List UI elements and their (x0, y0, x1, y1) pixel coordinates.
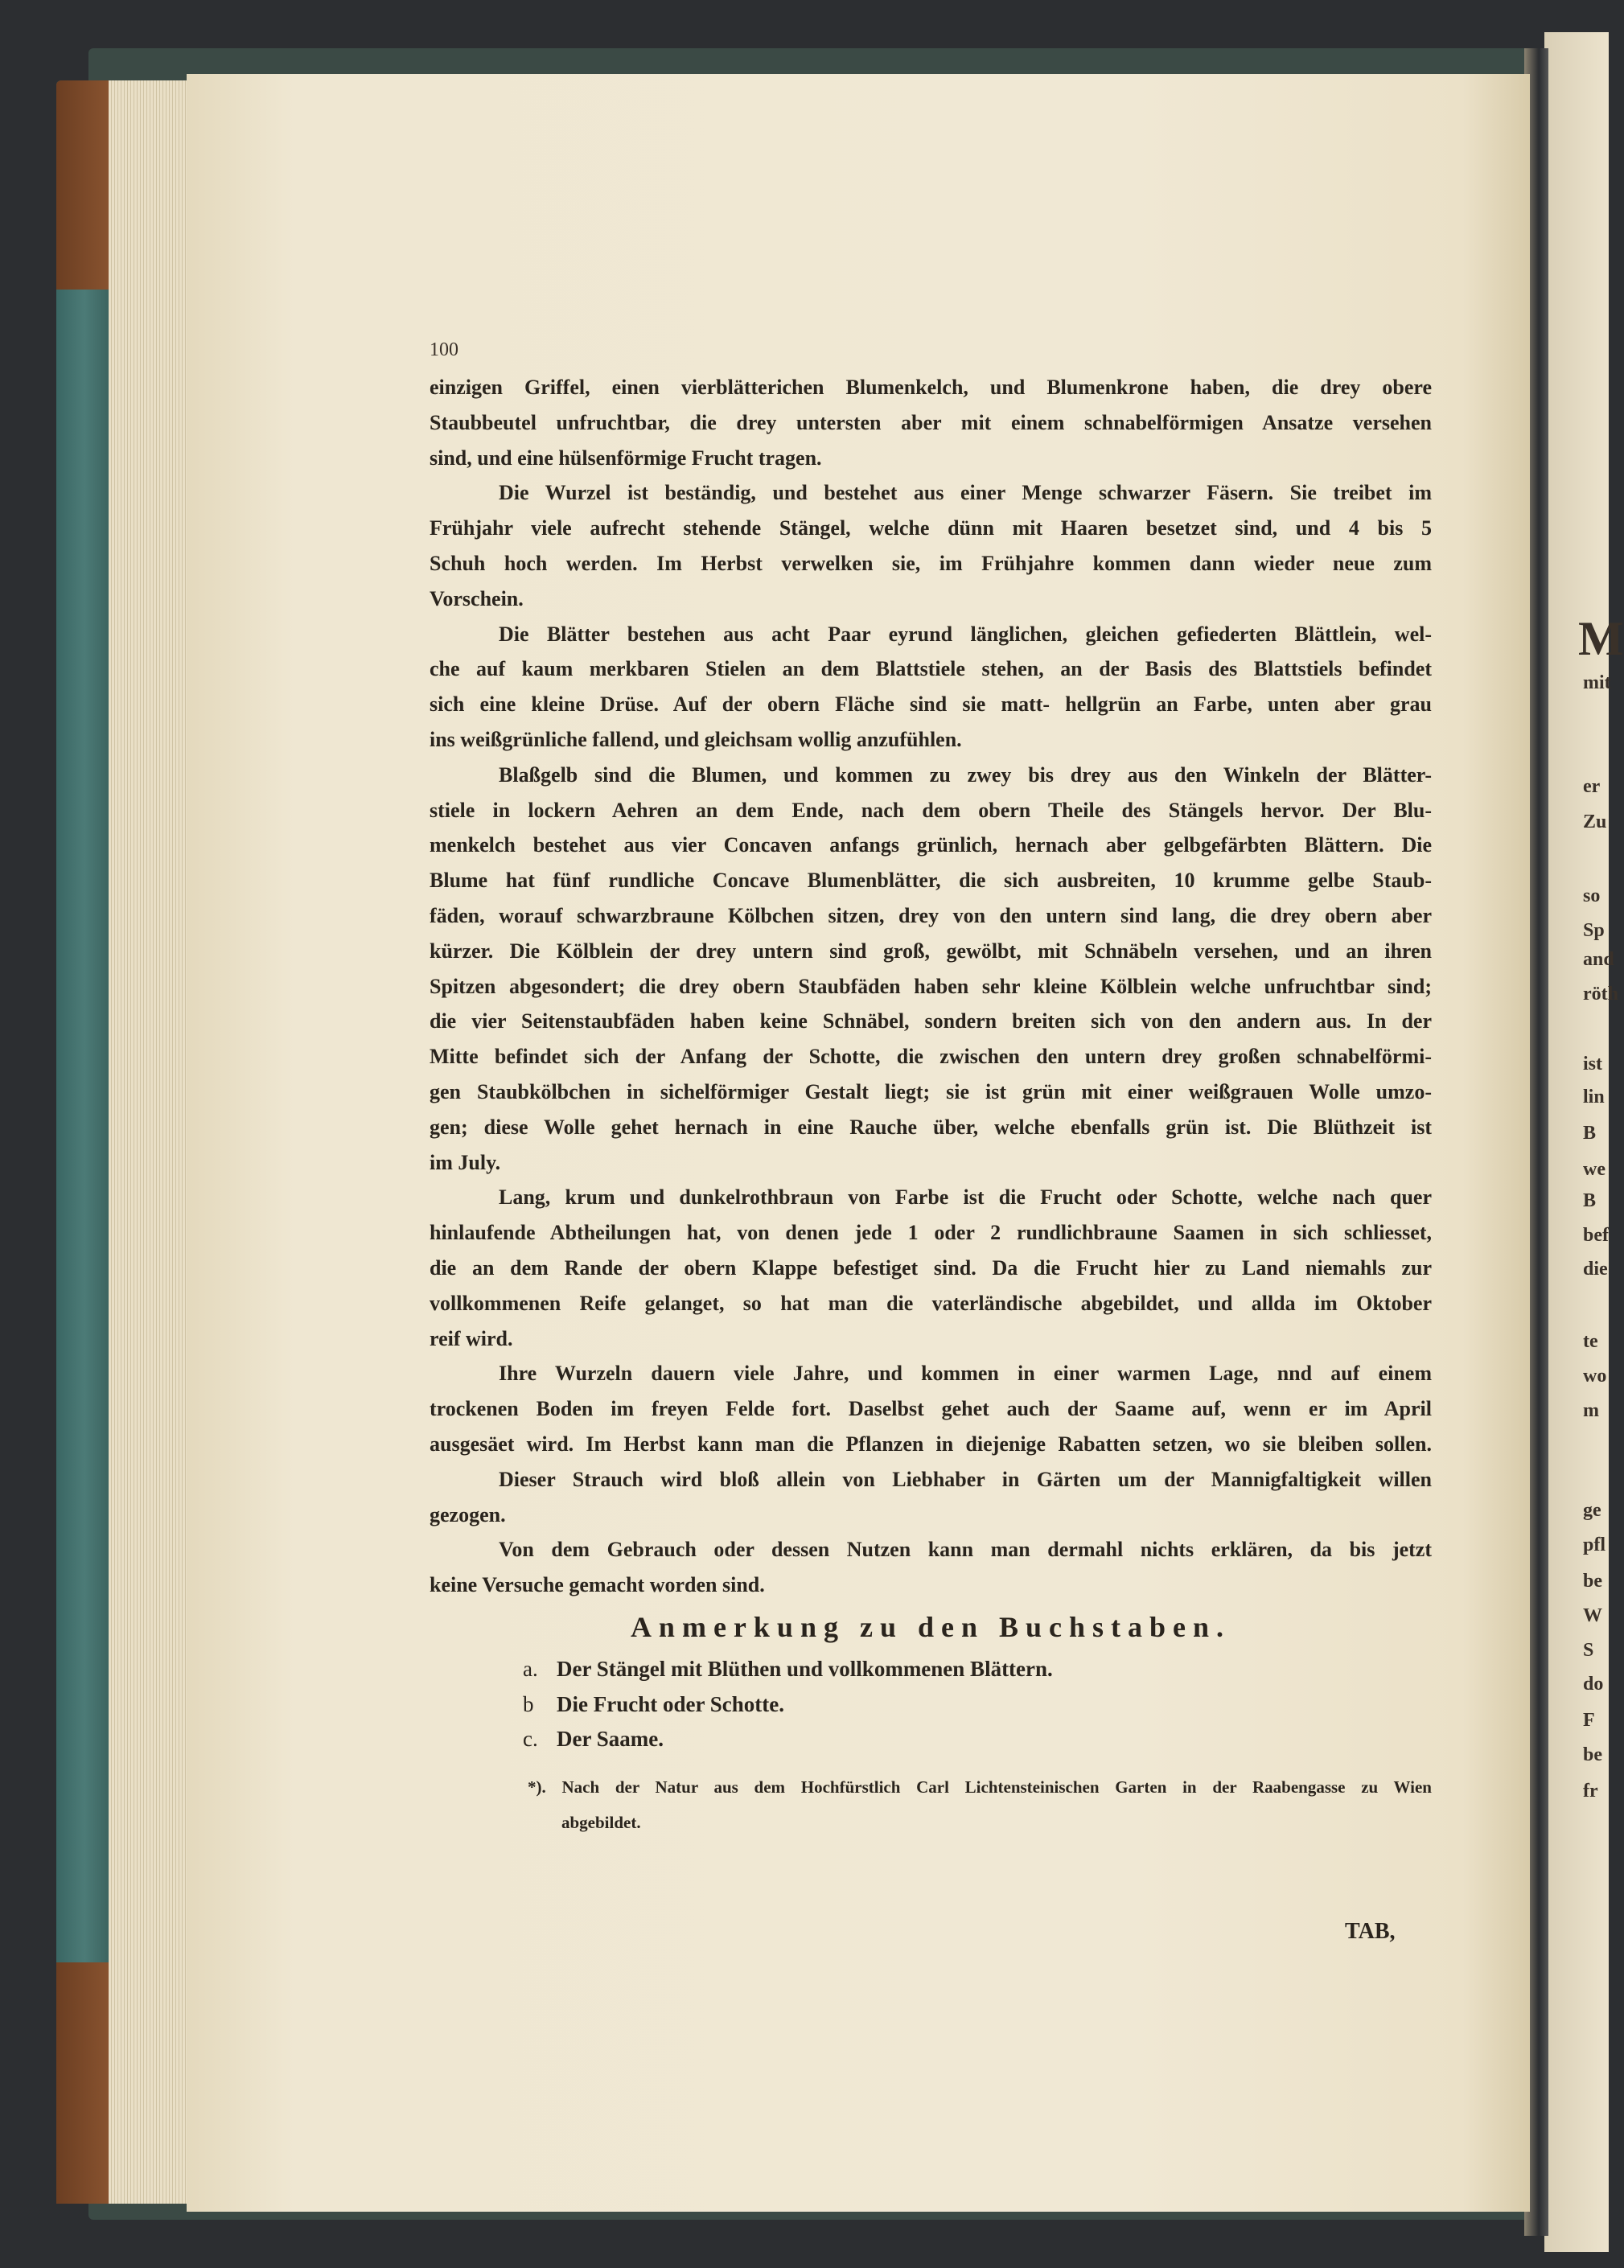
text-line: die an dem Rande der obern Klappe befestiget sind. Da die Frucht hier zu Land niemahls zur (430, 1255, 1432, 1280)
facing-page-text-fragment: be (1583, 1744, 1602, 1765)
facing-page-text-fragment: and (1583, 949, 1614, 970)
facing-page-text-fragment: B (1583, 1123, 1597, 1144)
text-line: gen; diese Wolle gehet hernach in eine Rauche über, welche ebenfalls grün ist. Die Blüthzeit ist (430, 1115, 1432, 1139)
page-number: 100 (430, 339, 458, 360)
text-line: einzigen Griffel, einen vierblätterichen Blumenkelch, und Blumenkrone haben, die drey obere (430, 376, 1432, 399)
text-line: keine Versuche gemacht worden sind. (430, 1573, 765, 1597)
facing-page-text-fragment: so (1583, 885, 1601, 906)
text-line: menkelch bestehet aus vier Concaven anfangs grünlich, hernach aber gelbgefärbten Blättern. Die (430, 833, 1432, 857)
text-line: die vier Seitenstaubfäden haben keine Schnäbel, sondern breiten sich von den andern aus. In der (430, 1009, 1432, 1033)
facing-page-edge (1544, 32, 1609, 2252)
text-line: sind, und eine hülsenförmige Frucht tragen. (430, 446, 822, 470)
facing-page-text-fragment: Sp (1583, 920, 1605, 941)
text-line: stiele in lockern Aehren an dem Ende, nach dem obern Theile des Stängels hervor. Der Blu- (430, 798, 1432, 822)
facing-page-text-fragment: be (1583, 1571, 1602, 1592)
facing-page-text-fragment: ge (1583, 1500, 1601, 1521)
text-line: ins weißgrünliche fallend, und gleichsam wollig anzufühlen. (430, 727, 962, 751)
legend-label: c. (523, 1727, 538, 1751)
facing-page-text-fragment: M (1578, 612, 1624, 665)
legend-label: b (523, 1692, 534, 1716)
legend-item (523, 1657, 1053, 1682)
text-line: Schuh hoch werden. Im Herbst verwelken sie, im Frühjahre kommen dann wieder neue zum (430, 551, 1432, 575)
text-line: fäden, worauf schwarzbraune Kölbchen sitzen, drey von den untern sind lang, die drey obern aber (430, 903, 1432, 927)
body-text (430, 370, 1432, 1603)
facing-page-text-fragment: röth (1583, 984, 1618, 1005)
legend-text: Die Frucht oder Schotte. (557, 1692, 784, 1716)
text-line: Dieser Strauch wird bloß allein von Liebhaber in Gärten um der Mannigfaltigkeit willen (499, 1467, 1432, 1491)
text-line: reif wird. (430, 1326, 513, 1350)
legend-label: a. (523, 1657, 538, 1681)
page-stack-edges (109, 80, 189, 2204)
text-line: Lang, krum und dunkelrothbraun von Farbe ist die Frucht oder Schotte, welche nach quer (499, 1185, 1432, 1210)
footnote-continuation: abgebildet. (561, 1813, 641, 1832)
text-line: hinlaufende Abtheilungen hat, von denen jede 1 oder 2 rundlichbraune Saamen in sich schliesset, (430, 1221, 1432, 1245)
legend-item (523, 1727, 664, 1752)
text-line: vollkommenen Reife gelanget, so hat man die vaterländische abgebildet, und allda im Oktober (430, 1291, 1432, 1315)
text-line: Blume hat fünf rundliche Concave Blumenblätter, die sich ausbreiten, 10 krumme gelbe Staub- (430, 869, 1432, 893)
facing-page-text-fragment: fr (1583, 1781, 1598, 1802)
facing-page-text-fragment: er (1583, 776, 1601, 797)
facing-page-text-fragment: mit (1583, 672, 1611, 693)
text-line: Ihre Wurzeln dauern viele Jahre, und kommen in einer warmen Lage, nnd auf einem (499, 1362, 1432, 1386)
text-line: Staubbeutel unfruchtbar, die drey untersten aber mit einem schnabelförmigen Ansatze versehen (430, 410, 1432, 434)
text-line: sich eine kleine Drüse. Auf der obern Fläche sind sie matt- hellgrün an Farbe, unten aber grau (430, 692, 1432, 717)
facing-page-text-fragment: Zu (1583, 811, 1607, 832)
text-line: Vorschein. (430, 586, 524, 610)
facing-page-text-fragment: S (1583, 1640, 1594, 1661)
facing-page-text-fragment: lin (1583, 1087, 1605, 1107)
facing-page-text-fragment: wo (1583, 1366, 1607, 1387)
facing-page-text-fragment: pfl (1583, 1535, 1606, 1555)
leather-corner-top (56, 80, 113, 290)
text-line: gezogen. (430, 1502, 506, 1526)
facing-page-text-fragment: W (1583, 1605, 1602, 1626)
facing-page-text-fragment: F (1583, 1710, 1595, 1731)
text-line: Spitzen abgesondert; die drey obern Staubfäden haben sehr kleine Kölblein welche unfruchtbar sind; (430, 974, 1432, 998)
facing-page-text-fragment: B (1583, 1190, 1597, 1211)
facing-page-text-fragment: bef (1583, 1225, 1609, 1246)
text-line: kürzer. Die Kölblein der drey untern sind groß, gewölbt, mit Schnäbeln versehen, und an ihren (430, 939, 1432, 963)
facing-page-text-fragment: die (1583, 1259, 1608, 1280)
catchword: TAB, (1345, 1919, 1396, 1944)
text-line: Mitte befindet sich der Anfang der Schotte, die zwischen den untern drey großen schnabelförmi- (430, 1045, 1432, 1069)
leather-corner-bottom (56, 1962, 113, 2204)
text-line: im July. (430, 1150, 501, 1174)
legend-text: Der Saame. (557, 1727, 664, 1751)
facing-page-text-fragment: we (1583, 1159, 1605, 1180)
section-heading: Anmerkung zu den Buchstaben. (630, 1611, 1231, 1643)
text-line: Blaßgelb sind die Blumen, und kommen zu zwey bis drey aus den Winkeln der Blätter- (499, 762, 1432, 787)
book-spine-cover (56, 80, 113, 2204)
text-line: Frühjahr viele aufrecht stehende Stängel, welche dünn mit Haaren besetzet sind, und 4 bis 5 (430, 516, 1432, 540)
facing-page-text-fragment: m (1583, 1400, 1599, 1421)
text-line: Von dem Gebrauch oder dessen Nutzen kann man dermahl nichts erklären, da bis jetzt (499, 1538, 1432, 1562)
text-line: che auf kaum merkbaren Stielen an dem Blattstiele stehen, an der Basis des Blattstiels befindet (430, 657, 1432, 681)
facing-page-text-fragment: te (1583, 1331, 1598, 1352)
text-line: Die Wurzel ist beständig, und bestehet aus einer Menge schwarzer Fäsern. Sie treibet im (499, 481, 1432, 505)
legend-text: Der Stängel mit Blüthen und vollkommenen Blättern. (557, 1657, 1053, 1681)
footnote: *). Nach der Natur aus dem Hochfürstlich Carl Lichtensteinischen Garten in der Raabengasse zu Wien (528, 1777, 1432, 1797)
text-line: Die Blätter bestehen aus acht Paar eyrund länglichen, gleichen gefiederten Blättlein, wel- (499, 622, 1432, 646)
facing-page-text-fragment: ist (1583, 1054, 1602, 1074)
legend-item (523, 1692, 784, 1717)
text-line: trockenen Boden im freyen Felde fort. Daselbst gehet auch der Saame auf, wenn er im April (430, 1397, 1432, 1421)
facing-page-text-fragment: do (1583, 1674, 1604, 1695)
text-line: ausgesäet wird. Im Herbst kann man die Pflanzen in diejenige Rabatten setzen, wo sie bleiben sollen. (430, 1432, 1432, 1456)
text-line: gen Staubkölbchen in sichelförmiger Gestalt liegt; sie ist grün mit einer weißgrauen Wolle umzo- (430, 1079, 1432, 1103)
